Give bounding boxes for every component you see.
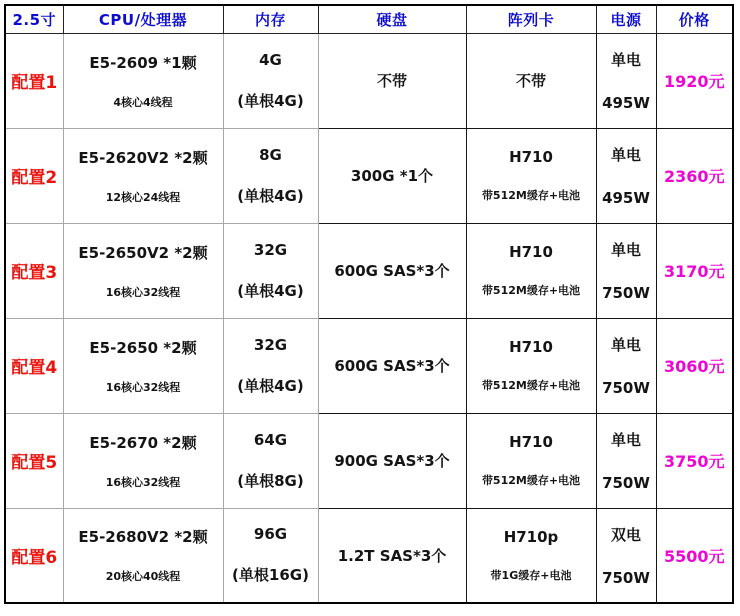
- raid-cache: 带512M缓存+电池: [481, 189, 581, 202]
- table-row: [5, 413, 733, 508]
- config-name-cell: [5, 413, 63, 508]
- psu-type: 单电: [610, 431, 641, 449]
- header-price: 价格: [678, 10, 710, 29]
- price-cell: [656, 223, 733, 318]
- price-cell: [656, 128, 733, 223]
- raid-cell: [466, 318, 596, 413]
- header-ram: 内存: [254, 10, 286, 29]
- price-value: 2360元: [663, 167, 725, 186]
- psu-watt: 750W: [602, 568, 650, 587]
- ram-size: 64G: [253, 430, 288, 449]
- ram-module: (单根8G): [237, 471, 304, 490]
- price-cell: [656, 413, 733, 508]
- ram-size: 32G: [253, 240, 288, 259]
- ram-size: 4G: [259, 50, 282, 69]
- ram-cell: [223, 318, 318, 413]
- price-value: 5500元: [663, 546, 725, 566]
- ram-module: (单根16G): [232, 566, 309, 585]
- cpu-cell: [63, 223, 223, 318]
- cpu-cell: [63, 318, 223, 413]
- disk-cell: [318, 128, 466, 223]
- psu-type: 单电: [610, 336, 641, 354]
- psu-cell: [596, 508, 656, 603]
- ram-cell: [223, 33, 318, 128]
- raid-cache: 带512M缓存+电池: [481, 379, 581, 392]
- cpu-cores: 16核心32线程: [105, 475, 181, 489]
- raid-cell: [466, 33, 596, 128]
- raid-cell: [466, 508, 596, 603]
- config-label: 配置1: [11, 73, 58, 93]
- psu-cell: [596, 318, 656, 413]
- config-label: 配置5: [11, 453, 58, 473]
- psu-cell: [596, 128, 656, 223]
- psu-watt: 750W: [602, 474, 650, 492]
- cpu-cores: 12核心24线程: [105, 190, 181, 204]
- raid-model: H710: [509, 433, 553, 451]
- cpu-model: E5-2650V2 *2颗: [78, 243, 208, 262]
- ram-cell: [223, 223, 318, 318]
- price-value: 1920元: [663, 72, 725, 91]
- ram-module: (单根4G): [237, 186, 304, 205]
- ram-module: (单根4G): [237, 91, 304, 110]
- config-label: 配置4: [11, 358, 58, 378]
- disk-config: 300G *1个: [350, 167, 434, 185]
- cpu-cores: 16核心32线程: [105, 285, 181, 299]
- cpu-cell: [63, 413, 223, 508]
- header-cpu: CPU/处理器: [98, 10, 188, 29]
- disk-cell: [318, 318, 466, 413]
- price-value: 3060元: [663, 357, 725, 376]
- disk-cell: [318, 413, 466, 508]
- disk-config: 不带: [376, 72, 407, 90]
- cpu-cores: 16核心32线程: [105, 380, 181, 394]
- disk-config: 900G SAS*3个: [334, 452, 450, 470]
- header-raid-card: 阵列卡: [507, 10, 555, 29]
- header-disk: 硬盘: [376, 10, 408, 29]
- cpu-cores: 4核心4线程: [113, 95, 173, 109]
- psu-type: 双电: [610, 525, 641, 544]
- ram-cell: [223, 508, 318, 603]
- header-form-factor: 2.5寸: [12, 10, 57, 29]
- cpu-model: E5-2609 *1颗: [89, 53, 197, 72]
- cpu-cell: [63, 128, 223, 223]
- cpu-model: E5-2650 *2颗: [89, 338, 197, 357]
- raid-cell: [466, 413, 596, 508]
- cpu-cell: [63, 508, 223, 603]
- disk-config: 600G SAS*3个: [334, 262, 450, 280]
- config-name-cell: [5, 508, 63, 603]
- raid-model: H710: [509, 243, 553, 261]
- ram-module: (单根4G): [237, 376, 304, 395]
- ram-cell: [223, 128, 318, 223]
- raid-cache: 带512M缓存+电池: [481, 284, 581, 297]
- cpu-model: E5-2680V2 *2颗: [78, 528, 208, 547]
- raid-model: H710: [509, 338, 553, 356]
- cpu-model: E5-2670 *2颗: [89, 433, 197, 452]
- disk-cell: [318, 223, 466, 318]
- table-header-row: [5, 5, 733, 33]
- ram-size: 96G: [253, 525, 288, 544]
- table-row: [5, 318, 733, 413]
- disk-cell: [318, 33, 466, 128]
- raid-model: H710: [509, 148, 553, 166]
- config-label: 配置6: [11, 547, 58, 568]
- psu-watt: 750W: [602, 284, 650, 302]
- psu-watt: 495W: [602, 189, 650, 207]
- psu-type: 单电: [610, 51, 641, 69]
- config-name-cell: [5, 33, 63, 128]
- raid-model: H710p: [503, 527, 559, 546]
- config-name-cell: [5, 128, 63, 223]
- ram-cell: [223, 413, 318, 508]
- raid-cache: 带1G缓存+电池: [490, 568, 572, 582]
- table-row: [5, 128, 733, 223]
- cpu-model: E5-2620V2 *2颗: [78, 148, 208, 167]
- psu-cell: [596, 413, 656, 508]
- table-row: [5, 33, 733, 128]
- disk-cell: [318, 508, 466, 603]
- header-psu: 电源: [610, 10, 642, 29]
- psu-type: 单电: [610, 241, 641, 259]
- psu-cell: [596, 223, 656, 318]
- price-value: 3750元: [663, 452, 725, 471]
- raid-cell: [466, 223, 596, 318]
- cpu-cores: 20核心40线程: [105, 570, 181, 584]
- config-label: 配置2: [11, 168, 58, 188]
- raid-cache: 带512M缓存+电池: [481, 474, 581, 487]
- disk-config: 1.2T SAS*3个: [337, 546, 447, 565]
- price-cell: [656, 508, 733, 603]
- psu-watt: 495W: [602, 94, 650, 112]
- psu-cell: [596, 33, 656, 128]
- ram-module: (单根4G): [237, 281, 304, 300]
- config-name-cell: [5, 318, 63, 413]
- raid-model: 不带: [515, 72, 546, 90]
- cpu-cell: [63, 33, 223, 128]
- table-row: [5, 223, 733, 318]
- ram-size: 8G: [259, 145, 282, 164]
- price-cell: [656, 318, 733, 413]
- config-name-cell: [5, 223, 63, 318]
- psu-watt: 750W: [602, 379, 650, 397]
- psu-type: 单电: [610, 146, 641, 164]
- config-label: 配置3: [11, 263, 58, 283]
- price-cell: [656, 33, 733, 128]
- price-value: 3170元: [663, 262, 725, 281]
- raid-cell: [466, 128, 596, 223]
- disk-config: 600G SAS*3个: [334, 357, 450, 375]
- server-config-price-table: [4, 4, 734, 604]
- ram-size: 32G: [253, 335, 288, 354]
- table-row: [5, 508, 733, 603]
